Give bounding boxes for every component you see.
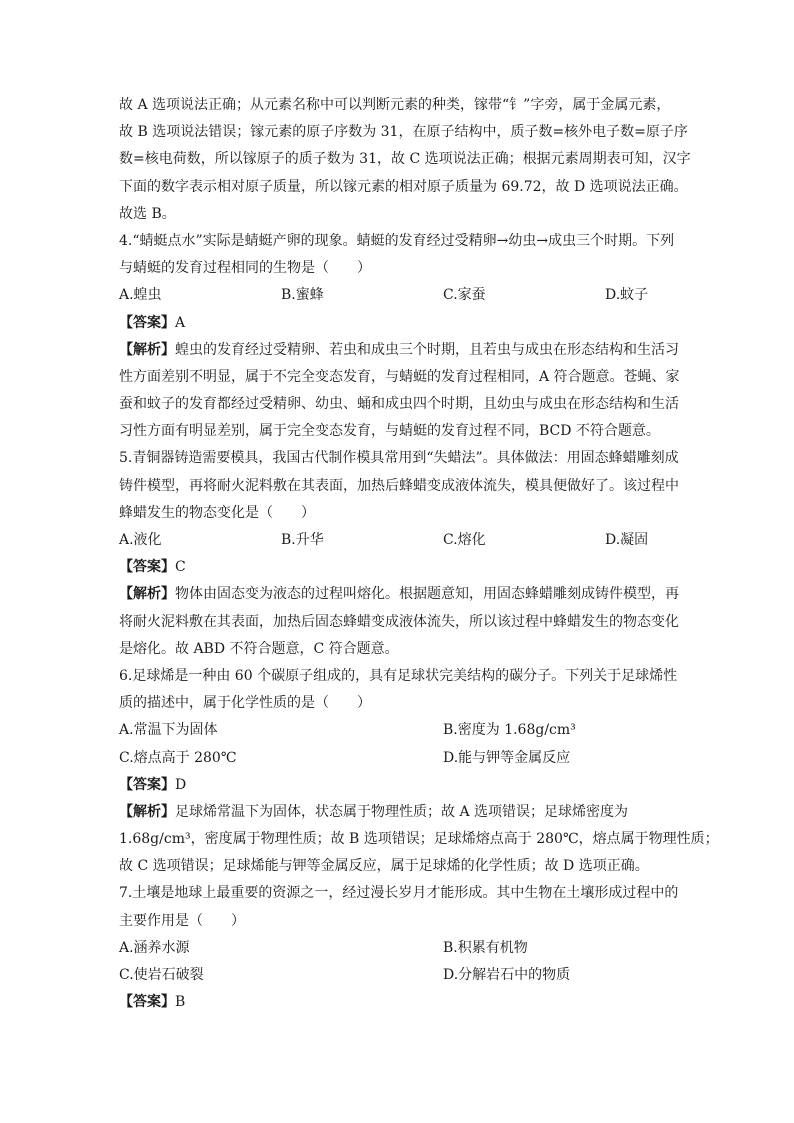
options-row bbox=[119, 527, 679, 554]
options-row bbox=[119, 935, 679, 962]
answer-line bbox=[119, 310, 679, 337]
text-line: 故 B 选项说法错误；镓元素的原子序数为 31，在原子结构中，质子数=核外电子数=原子序 bbox=[119, 124, 688, 141]
question-7 bbox=[119, 880, 679, 1016]
option-c: C.熔点高于 280℃ bbox=[119, 749, 237, 766]
document-body bbox=[119, 92, 719, 1016]
answer-label: 【答案】 bbox=[119, 776, 175, 793]
analysis-line bbox=[119, 799, 679, 826]
analysis-text: 物体由固态变为液态的过程叫熔化。根据题意知，用固态蜂蜡雕刻成铸件模型，再 bbox=[175, 586, 679, 603]
option-d: D.凝固 bbox=[605, 532, 649, 548]
analysis-line: 蚕和蚊子的发育都经过受精卵、幼虫、蛹和成虫四个时期，且幼虫与成虫在形态结构和生活 bbox=[119, 396, 679, 413]
question-4 bbox=[119, 228, 679, 446]
option-b: B.蜜蜂 bbox=[281, 287, 324, 304]
option-d: D.分解岩石中的物质 bbox=[443, 967, 571, 983]
analysis-text: 蝗虫的发育经过受精卵、若虫和成虫三个时期，且若虫与成虫在形态结构和生活习 bbox=[175, 341, 679, 358]
analysis-label: 【解析】 bbox=[119, 803, 175, 820]
option-a: A.蝗虫 bbox=[119, 287, 162, 304]
answer-line bbox=[119, 554, 679, 581]
options-row bbox=[119, 962, 679, 989]
question-stem: 6.足球烯是一种由 60 个碳原子组成的，具有足球状完美结构的碳分子。下列关于足球烯性 bbox=[119, 667, 678, 684]
analysis-label: 【解析】 bbox=[119, 341, 175, 358]
options-row bbox=[119, 745, 679, 772]
answer-value: A bbox=[175, 314, 186, 331]
analysis-line bbox=[119, 581, 679, 608]
question-stem: 5.青铜器铸造需要模具，我国古代制作模具常用到“失蜡法”。具体做法：用固态蜂蜡雕刻成 bbox=[119, 450, 679, 467]
text-line: 数=核电荷数，所以镓原子的质子数为 31，故 C 选项说法正确；根据元素周期表可知，汉字 bbox=[119, 151, 691, 168]
answer-label: 【答案】 bbox=[119, 314, 175, 331]
analysis-line: 是熔化。故 ABD 不符合题意，C 符合题意。 bbox=[119, 640, 399, 657]
analysis-line: 性方面差别不明显，属于不完全变态发育，与蜻蜓的发育过程相同，A 符合题意。苍蝇、家 bbox=[119, 368, 680, 385]
answer-value: B bbox=[175, 994, 186, 1011]
analysis-line: 习性方面有明显差别，属于完全变态发育，与蜻蜓的发育过程不同，BCD 不符合题意。 bbox=[119, 423, 660, 440]
analysis-label: 【解析】 bbox=[119, 586, 175, 603]
option-b: B.积累有机物 bbox=[443, 939, 528, 956]
question-stem: 质的描述中，属于化学性质的是（ ） bbox=[119, 695, 371, 712]
question-stem: 蜂蜡发生的物态变化是（ ） bbox=[119, 504, 315, 521]
previous-analysis bbox=[119, 92, 691, 228]
answer-label: 【答案】 bbox=[119, 994, 175, 1011]
option-c: C.家蚕 bbox=[443, 287, 486, 304]
answer-value: D bbox=[175, 776, 187, 793]
options-row bbox=[119, 282, 679, 309]
question-6 bbox=[119, 663, 719, 881]
option-a: A.液化 bbox=[119, 532, 162, 548]
question-stem: 与蜻蜓的发育过程相同的生物是（ ） bbox=[119, 260, 371, 277]
question-stem: 4.“蜻蜓点水”实际是蜻蜓产卵的现象。蜻蜓的发育经过受精卵→幼虫→成虫三个时期。下列 bbox=[119, 232, 675, 249]
question-stem: 7.土壤是地球上最重要的资源之一，经过漫长岁月才能形成。其中生物在土壤形成过程中的 bbox=[119, 885, 679, 902]
question-stem: 铸件模型，再将耐火泥料敷在其表面，加热后蜂蜡变成液体流失，模具便做好了。该过程中 bbox=[119, 477, 679, 494]
option-d: D.蚊子 bbox=[605, 287, 649, 304]
question-5 bbox=[119, 445, 679, 663]
text-line: 下面的数字表示相对原子质量，所以镓元素的相对原子质量为 69.72，故 D 选项说法正确。 bbox=[119, 178, 688, 195]
question-stem: 主要作用是（ ） bbox=[119, 912, 245, 929]
text-line: 故 A 选项说法正确；从元素名称中可以判断元素的种类，镓带“钅”字旁，属于金属元素， bbox=[119, 97, 671, 113]
answer-value: C bbox=[175, 559, 186, 576]
text-line: 故选 B。 bbox=[119, 205, 176, 222]
answer-line bbox=[119, 989, 679, 1016]
option-b: B.密度为 1.68g/cm³ bbox=[443, 722, 576, 739]
answer-label: 【答案】 bbox=[119, 559, 175, 576]
option-d: D.能与钾等金属反应 bbox=[443, 749, 571, 766]
option-c: C.使岩石破裂 bbox=[119, 967, 204, 983]
analysis-text: 足球烯常温下为固体，状态属于物理性质；故 A 选项错误；足球烯密度为 bbox=[175, 803, 629, 820]
answer-line bbox=[119, 772, 679, 799]
option-a: A.常温下为固体 bbox=[119, 722, 218, 739]
analysis-line: 1.68g/cm³，密度属于物理性质；故 B 选项错误；足球烯熔点高于 280℃，熔点属于物理性质； bbox=[119, 831, 719, 848]
analysis-line: 故 C 选项错误；足球烯能与钾等金属反应，属于足球烯的化学性质；故 D 选项正确。 bbox=[119, 858, 649, 875]
analysis-line bbox=[119, 337, 679, 364]
option-a: A.涵养水源 bbox=[119, 939, 190, 956]
option-b: B.升华 bbox=[281, 532, 324, 548]
options-row bbox=[119, 717, 679, 744]
analysis-line: 将耐火泥料敷在其表面，加热后固态蜂蜡变成液体流失，所以该过程中蜂蜡发生的物态变化 bbox=[119, 613, 679, 630]
option-c: C.熔化 bbox=[443, 532, 486, 548]
